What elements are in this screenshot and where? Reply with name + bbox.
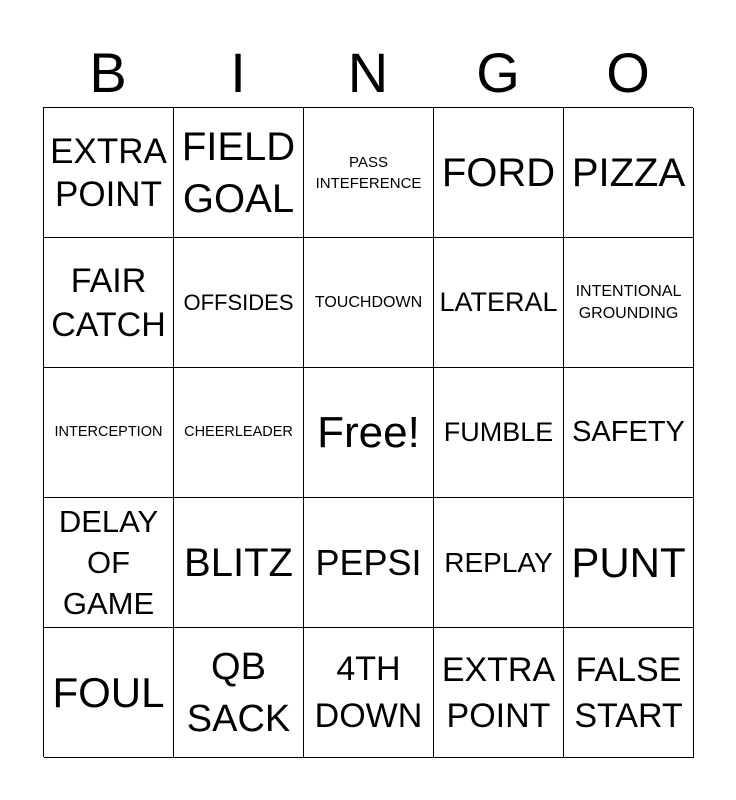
cell-label: FORD xyxy=(441,150,556,195)
bingo-cell[interactable] xyxy=(434,238,564,368)
cell-label: FAIR CATCH xyxy=(51,261,166,344)
cell-label: TOUCHDOWN xyxy=(314,293,423,311)
bingo-cell[interactable] xyxy=(434,368,564,498)
bingo-cell[interactable] xyxy=(44,368,174,498)
cell-label: FIELD GOAL xyxy=(181,124,296,221)
cell-label: PIZZA xyxy=(571,150,686,195)
cell-label: OFFSIDES xyxy=(183,289,294,315)
bingo-cell-free[interactable] xyxy=(304,368,434,498)
header-letter-n: N xyxy=(347,41,389,104)
header-letter-o: O xyxy=(606,41,650,104)
bingo-cell[interactable] xyxy=(564,238,694,368)
cell-label: 4TH DOWN xyxy=(314,649,423,735)
bingo-cell[interactable] xyxy=(564,108,694,238)
bingo-header xyxy=(43,42,693,104)
bingo-cell[interactable] xyxy=(44,238,174,368)
cell-label: REPLAY xyxy=(444,547,553,578)
bingo-cell[interactable] xyxy=(174,238,304,368)
bingo-cell[interactable] xyxy=(304,628,434,758)
cell-label: PASS INTEFERENCE xyxy=(315,153,422,192)
header-letter-b: B xyxy=(89,41,127,104)
cell-label: SAFETY xyxy=(572,416,685,448)
bingo-cell[interactable] xyxy=(434,628,564,758)
cell-label: DELAY OF GAME xyxy=(58,504,159,621)
bingo-cell[interactable] xyxy=(174,498,304,628)
bingo-cell[interactable] xyxy=(174,368,304,498)
bingo-cell[interactable] xyxy=(174,108,304,238)
cell-label: FALSE START xyxy=(574,650,683,735)
bingo-cell[interactable] xyxy=(304,498,434,628)
cell-label: BLITZ xyxy=(184,540,293,585)
bingo-cell[interactable] xyxy=(44,498,174,628)
bingo-cell[interactable] xyxy=(434,108,564,238)
bingo-cell[interactable] xyxy=(564,368,694,498)
bingo-grid xyxy=(43,107,693,757)
bingo-cell[interactable] xyxy=(304,238,434,368)
header-letter-i: I xyxy=(230,41,246,104)
bingo-cell[interactable] xyxy=(304,108,434,238)
bingo-cell[interactable] xyxy=(434,498,564,628)
bingo-cell[interactable] xyxy=(174,628,304,758)
cell-label: LATERAL xyxy=(439,287,558,317)
cell-label: EXTRA POINT xyxy=(441,650,556,735)
cell-label: INTENTIONAL GROUNDING xyxy=(575,282,682,322)
cell-label: PEPSI xyxy=(315,541,422,583)
bingo-cell[interactable] xyxy=(44,628,174,758)
header-letter-g: G xyxy=(476,41,520,104)
bingo-cell[interactable] xyxy=(564,628,694,758)
cell-label: INTERCEPTION xyxy=(54,424,163,440)
cell-label: EXTRA POINT xyxy=(50,131,167,214)
cell-label: FUMBLE xyxy=(443,417,554,447)
cell-label: QB SACK xyxy=(186,645,291,740)
bingo-cell[interactable] xyxy=(44,108,174,238)
cell-label: PUNT xyxy=(571,538,686,586)
cell-label: CHEERLEADER xyxy=(184,424,293,440)
cell-label: FOUL xyxy=(52,668,165,716)
cell-label: Free! xyxy=(317,407,420,457)
bingo-cell[interactable] xyxy=(564,498,694,628)
